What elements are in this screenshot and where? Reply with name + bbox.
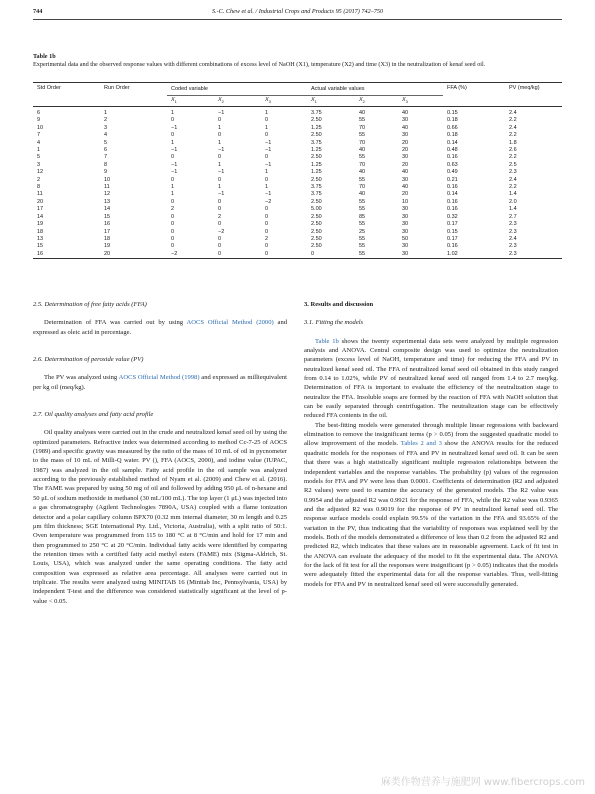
table-cell: 2.2: [509, 117, 517, 124]
table-cell: 1: [218, 184, 222, 191]
table-cell: 70: [359, 184, 366, 191]
sub-coded-x3: $X_3$: [261, 96, 307, 107]
table-cell: 10: [104, 176, 111, 183]
table-cell: 0.16: [447, 243, 458, 250]
table-row: [33, 154, 562, 161]
table-cell: 40: [359, 110, 366, 116]
table-cell: 1: [265, 169, 269, 176]
table-cell: 0.16: [447, 206, 458, 213]
table-cell: 3: [37, 161, 41, 168]
table-cell: 20: [100, 251, 167, 259]
tables-2-3-link[interactable]: Tables 2 and 3: [400, 440, 442, 448]
table-cell: 10: [402, 198, 409, 205]
section-2-6-paragraph: The PV was analyzed using AOCS Official Method (1998) and expressed as milliequivalent per kg oil (meq/kg).: [33, 374, 287, 391]
table-row: [33, 110, 562, 117]
table-cell: 40: [402, 184, 409, 191]
table-row: [33, 140, 562, 147]
table-cell: 30: [402, 213, 409, 220]
section-2-6-heading: 2.6. Determination of peroxide value (PV): [33, 356, 144, 364]
table-cell: 1.25: [311, 147, 322, 154]
table-cell: 85: [359, 213, 366, 220]
table-cell: 0: [307, 251, 355, 259]
table-cell: 0: [218, 243, 222, 250]
table-cell: 8: [37, 184, 41, 191]
table-cell: 0: [265, 176, 269, 183]
table-cell: 2.2: [509, 154, 517, 161]
table-cell: 70: [359, 161, 366, 168]
sub-coded-x2: $X_2$: [214, 96, 261, 107]
table-cell: 6: [37, 110, 41, 116]
table-cell: 16: [104, 221, 111, 228]
journal-citation: S.-C. Chew et al. / Industrial Crops and Products 95 (2017) 742–750: [211, 8, 384, 15]
table-cell: 0: [265, 154, 269, 161]
table-cell: 0: [265, 228, 269, 235]
table-cell: 2: [218, 213, 222, 220]
table-row: [33, 191, 562, 198]
table-cell: −1: [265, 147, 272, 154]
section-3-heading: 3. Results and discussion: [304, 301, 374, 308]
table-cell: 1: [171, 139, 175, 146]
table-cell: 12: [37, 169, 44, 176]
section-2-5-heading: 2.5. Determination of free fatty acids (FFA): [33, 301, 147, 308]
table-cell: 2: [171, 206, 175, 213]
table-cell: 3.75: [311, 139, 322, 146]
table-row: [33, 162, 562, 169]
table-row: [33, 199, 562, 206]
table-cell: −1: [171, 124, 178, 131]
section-2-7-heading: 2.7. Oil quality analyses and fatty acid profile: [33, 411, 154, 419]
table-cell: 2.50: [311, 176, 322, 183]
results-paragraph-2: The best-fitting models were generated through multiple linear regressions with backward elimination to remove the insignificant terms (p > 0.05) from the suggested quadratic model to allow improvement of the models. Tables 2 and 3 show the ANOVA results for the reduced quadratic models for the responses of FFA and PV in neutralized kenaf seed oil. It can be seen that there was a high statistically significant multiple regression relationships between the independent variables and the response variables. The probability (p) values of the regression models for FFA and PV were less than 0.0001. Coefficients of determination (R2 and adjusted R2 values) were used to examine the accuracy of the generated models. The R2 value was 0.9954 and the adjusted R2 was 0.9921 for the response of FFA, while the R2 value was 0.9365 and the adjusted R2 was 0.9019 for the response of PV in neutralized kenaf seed oil. The response surface models could explain 99.5% of the variation in the FFA and 93.65% of the variation in the PV, thus indicating that the variability of responses was explained well by the models. Both of the models demonstrated a difference of less than 0.2 from the adjusted R2 and predicted R2, which indicates that these values are in reasonable agreement. Lack of fit test in the ANOVA can evaluate the adequacy of the model to fit the experimental data. The ANOVA for the lack of fit test for all the responses were insignificant (p > 0.05) indicates that the models were adequately fitted the experimental data for all the response variables. Thus, well-fitting models for FFA and PV in neutralized kenaf seed oil were successfully generated.: [304, 421, 558, 588]
table-title: Table 1b: [33, 53, 56, 60]
table-cell: 0: [171, 132, 175, 139]
table-cell: 19: [37, 221, 44, 228]
table-cell: 2.4: [509, 176, 517, 183]
table-cell: 55: [359, 117, 366, 124]
table-cell: 0.49: [447, 169, 458, 176]
table-cell: 2.3: [509, 243, 517, 250]
table-cell: 0: [265, 213, 269, 220]
table-cell: 1: [37, 147, 41, 154]
table-cell: 0.17: [447, 221, 458, 228]
table-cell: 0: [214, 251, 261, 259]
table-cell: 0.15: [447, 110, 458, 116]
table-cell: 5: [104, 139, 108, 146]
table-cell: 5: [37, 154, 41, 161]
table-cell: 2: [104, 117, 108, 124]
table-cell: 18: [37, 228, 44, 235]
table-cell: 0.14: [447, 139, 458, 146]
table-cell: 30: [402, 117, 409, 124]
results-paragraph-1: Table 1b shows the twenty experimental data sets were analyzed by multiple regression analysis and ANOVA. Central composite design was used to optimize the neutralization parameters (excess level of NaOH, temperature and time) for reducing the FFA and PV in neutralized kenaf seed oil. The FFA of neutralized kenaf seed oil obtained in this study ranged from 0.14 to 1.02%, while PV of neutralized kenaf seed oil ranged from 1.4 to 2.7 meq/kg. Determination of FFA is important to evaluate the efficiency of the neutralization stage to neutralize the FFA. Insoluble soaps are formed by the reaction of FFA with NaOH solution that can be easily separated through centrifugation. The neutralization stage can be effectively reduced FFA contents in the oil.: [304, 337, 558, 420]
table-cell: 19: [104, 243, 111, 250]
table-cell: 0: [218, 117, 222, 124]
aocs-1998-link[interactable]: AOCS Official Method (1998): [118, 374, 200, 382]
table-cell: 8: [104, 161, 108, 168]
table-cell: 50: [402, 235, 409, 242]
table-cell: 55: [359, 243, 366, 250]
table-cell: 1.02: [443, 251, 505, 259]
table-row: [33, 221, 562, 228]
table-cell: 55: [359, 235, 366, 242]
table-cell: 40: [359, 191, 366, 198]
table-cell: 2.50: [311, 235, 322, 242]
table-cell: 0.32: [447, 213, 458, 220]
table-cell: 40: [402, 169, 409, 176]
table-row: [33, 184, 562, 191]
header-rule: [33, 19, 562, 20]
table-cell: 40: [359, 169, 366, 176]
table-cell: 1.8: [509, 139, 517, 146]
table-row: [33, 206, 562, 213]
table-cell: 2: [265, 235, 269, 242]
table-cell: −1: [265, 139, 272, 146]
table-cell: 13: [104, 198, 111, 205]
table-cell: 10: [37, 124, 44, 131]
table-cell: 1: [171, 110, 175, 116]
table-row: [33, 214, 562, 221]
table-cell: 3.75: [311, 191, 322, 198]
table-cell: 0: [265, 117, 269, 124]
aocs-2000-link[interactable]: AOCS Official Method (2000): [186, 319, 274, 327]
table-cell: 5.00: [311, 206, 322, 213]
table-cell: −2: [265, 198, 272, 205]
table-cell: 3: [104, 124, 108, 131]
table-cell: −1: [218, 110, 225, 116]
table-cell: 0.17: [447, 235, 458, 242]
sub-actual-x1: $X_1$: [307, 96, 355, 107]
table-cell: 2.2: [509, 132, 517, 139]
table-cell: 4: [104, 132, 108, 139]
table-cell: −1: [218, 147, 225, 154]
table-cell: 0.18: [447, 117, 458, 124]
watermark: 麻类作物营养与施肥网 www.fibercrops.com: [380, 777, 585, 788]
table-cell: 7: [104, 154, 108, 161]
table-cell: 0: [218, 132, 222, 139]
table-cell: 2.3: [509, 221, 517, 228]
section-2-7-paragraph: Oil quality analyses were carried out in the crude and neutralized kenaf seed oil by using the optimized parameters. Refractive index was determined according to method Cc-7-25 of AOCS (1989) and specific gravity was measured by the ratio of the mass of 10 mL of oil in pycnometer to the mass of 10 mL of Milli-Q water. PV (), FFA (AOCS, 2000), and iodine value (IUPAC, 1987) was analyzed in the oil sample. Fatty acid profile in the oil sample was analyzed according to the previously established method of Nyam et al. (2009) and Chew et al. (2016). The FAME was prepared by using 50 mg of oil and followed by adding 950 μL of n-hexane and 50 μL of sodium methoxide in methanol (30 mL/100 mL). The top layer (1 μL) was injected into a gas chromatography (Agilent Technologies 7890A, USA) coupled with a flame ionization detector and a polar capillary column BPX70 (0.32 mm internal diameter, 30 m length and 0.25 μm film thickness; SGE International Pty. Ltd., Victoria, Australia), with a split ratio of 50:1. Oven temperature was programmed from 115 to 180 °C at 8 °C/min and hold for 17 min and then programmed to 250 °C at 20 °C/min. Individual fatty acids were identified by comparing the retention times with a certified fatty acid methyl esters (FAME) mix (Sigma-Aldrich, St. Louis, USA), which was analyzed under the same operating conditions. The fatty acid composition was expressed as relative area percentage. All analyses were carried out in triplicate. The results were analyzed using MINITAB 16 (Minitab Inc, Pennsylvania, USA) by independent T-test and the difference was considered statistically significant at the level of p-value < 0.05.: [33, 429, 287, 605]
table-cell: 0.48: [447, 147, 458, 154]
table-cell: 1: [265, 184, 269, 191]
table-row: [33, 177, 562, 184]
table-cell: 0: [265, 221, 269, 228]
table-cell: 6: [104, 147, 108, 154]
table-cell: 13: [37, 235, 44, 242]
col-run-order: Run Order: [100, 83, 167, 107]
table-cell: 30: [398, 251, 443, 259]
table-row: [33, 117, 562, 124]
table-cell: 1: [218, 139, 222, 146]
section-2-5-paragraph: Determination of FFA was carried out by using AOCS Official Method (2000) and expressed as oleic acid in percentage.: [33, 319, 287, 336]
table-cell: 55: [359, 132, 366, 139]
table-cell: 25: [359, 228, 366, 235]
table-cell: −1: [265, 191, 272, 198]
table-cell: 0.21: [447, 176, 458, 183]
right-column: [304, 300, 558, 589]
table-cell: 55: [359, 198, 366, 205]
section-3-1-heading: 3.1. Fitting the models: [304, 319, 364, 327]
table-cell: 0: [171, 154, 175, 161]
col-ffa: FFA (%): [443, 83, 505, 107]
table-cell: 11: [37, 191, 43, 198]
table-cell: 18: [104, 235, 111, 242]
table-cell: 1: [171, 184, 175, 191]
table-cell: 7: [37, 132, 41, 139]
table-cell: 2.6: [509, 147, 517, 154]
table-cell: 0: [218, 206, 222, 213]
table-cell: 2.50: [311, 132, 322, 139]
table-cell: 0: [218, 154, 222, 161]
table-cell: 1.25: [311, 161, 322, 168]
table-cell: 0: [218, 221, 222, 228]
table-cell: 0: [218, 235, 222, 242]
table-cell: 0: [171, 117, 175, 124]
table-cell: 70: [359, 139, 366, 146]
table-cell: 2.50: [311, 154, 322, 161]
table-cell: 4: [37, 139, 41, 146]
table-cell: 30: [402, 176, 409, 183]
table-cell: −1: [171, 169, 178, 176]
table-row: [33, 132, 562, 139]
table-cell: 30: [402, 206, 409, 213]
table-cell: 1: [265, 110, 269, 116]
table-1b-link[interactable]: Table 1b: [315, 337, 339, 345]
table-cell: −1: [171, 161, 178, 168]
sub-actual-x3: $X_3$: [398, 96, 443, 107]
table-cell: 9: [37, 117, 41, 124]
table-caption-text: Experimental data and the observed response values with different combinations of excess level of NaOH (X1), temperature (X2) and time (X3) in the neutralization of kenaf seed oil.: [33, 61, 486, 69]
table-cell: 1.25: [311, 124, 322, 131]
table-cell: 0: [261, 251, 307, 259]
table-cell: −2: [218, 228, 225, 235]
table-cell: 16: [33, 251, 100, 259]
table-cell: 0.16: [447, 184, 458, 191]
table-cell: 14: [104, 206, 111, 213]
table-cell: 0: [171, 243, 175, 250]
table-caption: [33, 53, 562, 69]
table-cell: 17: [104, 228, 111, 235]
table-cell: 20: [402, 161, 409, 168]
table-cell: 30: [402, 243, 409, 250]
table-cell: 0: [171, 235, 175, 242]
table-cell: 55: [359, 154, 366, 161]
table-cell: 20: [402, 147, 409, 154]
table-cell: 0: [218, 198, 222, 205]
table-cell: 55: [359, 176, 366, 183]
table-cell: −2: [167, 251, 214, 259]
table-cell: 14: [37, 213, 44, 220]
table-cell: 2.4: [509, 235, 517, 242]
table-cell: 0.63: [447, 161, 458, 168]
table-cell: 70: [359, 124, 366, 131]
table-cell: 20: [402, 139, 409, 146]
table-row: [33, 243, 562, 250]
table-cell: 0.16: [447, 154, 458, 161]
table-row: [33, 229, 562, 236]
table-cell: 2.50: [311, 117, 322, 124]
table-cell: 2.50: [311, 228, 322, 235]
col-std-order: Std Order: [33, 83, 100, 107]
table-cell: 0: [171, 221, 175, 228]
table-cell: 20: [402, 191, 409, 198]
table-cell: −1: [265, 161, 272, 168]
table-cell: 11: [104, 184, 110, 191]
table-cell: 12: [104, 191, 111, 198]
table-cell: 2.5: [509, 161, 517, 168]
sub-actual-x2: $X_2$: [355, 96, 398, 107]
table-cell: 1: [104, 110, 108, 116]
table-cell: 30: [402, 132, 409, 139]
table-row: [33, 125, 562, 132]
table-cell: 55: [359, 221, 366, 228]
table-cell: 20: [37, 198, 44, 205]
table-cell: 0: [171, 213, 175, 220]
table-cell: 0.18: [447, 132, 458, 139]
table-cell: 0: [171, 198, 175, 205]
table-cell: −1: [218, 191, 225, 198]
table-cell: 2.3: [505, 251, 562, 259]
table-cell: 0: [171, 228, 175, 235]
table-cell: 40: [402, 124, 409, 131]
table-cell: 2.50: [311, 243, 322, 250]
table-cell: 55: [359, 206, 366, 213]
table-cell: 17: [37, 206, 44, 213]
page-header: [33, 8, 562, 20]
table-cell: 2.4: [509, 124, 517, 131]
table-cell: 1.4: [509, 206, 517, 213]
sub-coded-x1: $X_1$: [167, 96, 214, 107]
table-cell: 40: [402, 110, 409, 116]
table-cell: 0.14: [447, 191, 458, 198]
table-cell: 2: [37, 176, 41, 183]
table-cell: −1: [171, 147, 178, 154]
table-cell: 0.16: [447, 198, 458, 205]
table-cell: 1: [171, 191, 175, 198]
table-cell: 1.25: [311, 169, 322, 176]
table-cell: 2.50: [311, 221, 322, 228]
table-cell: 0: [265, 206, 269, 213]
table-row: [33, 147, 562, 154]
table-cell: 3.75: [311, 110, 322, 116]
table-cell: 30: [402, 221, 409, 228]
table-cell: 0.15: [447, 228, 458, 235]
table-cell: 30: [402, 228, 409, 235]
table-cell: 2.2: [509, 184, 517, 191]
table-cell: 30: [402, 154, 409, 161]
table-cell: 2.50: [311, 198, 322, 205]
table-row: [33, 169, 562, 176]
table-cell: 1: [218, 124, 222, 131]
table-cell: 0: [265, 243, 269, 250]
table-cell: 2.50: [311, 213, 322, 220]
table-cell: 2.3: [509, 228, 517, 235]
col-pv: PV (meq/kg): [505, 83, 562, 107]
table-cell: 0: [265, 132, 269, 139]
table-cell: 0: [171, 176, 175, 183]
table-row: [33, 251, 562, 259]
experimental-data-table: [33, 82, 562, 259]
table-cell: 2.3: [509, 169, 517, 176]
table-cell: 3.75: [311, 184, 322, 191]
table-cell: −1: [218, 169, 225, 176]
col-actual-values: Actual variable values: [307, 83, 443, 96]
table-cell: 1.4: [509, 191, 517, 198]
table-cell: 15: [37, 243, 44, 250]
table-row: [33, 236, 562, 243]
table-cell: 40: [359, 147, 366, 154]
page-number: 744: [33, 8, 43, 15]
table-cell: 0.66: [447, 124, 458, 131]
table-cell: 9: [104, 169, 108, 176]
table-cell: 1: [265, 124, 269, 131]
table-cell: 0: [218, 176, 222, 183]
table-cell: 1: [218, 161, 222, 168]
table-cell: 2.7: [509, 213, 517, 220]
left-column: [33, 300, 287, 606]
table-cell: 2.0: [509, 198, 517, 205]
col-coded-variable: Coded variable: [167, 83, 307, 96]
table-cell: 55: [355, 251, 398, 259]
table-cell: 15: [104, 213, 111, 220]
table-cell: 2.4: [509, 110, 517, 116]
